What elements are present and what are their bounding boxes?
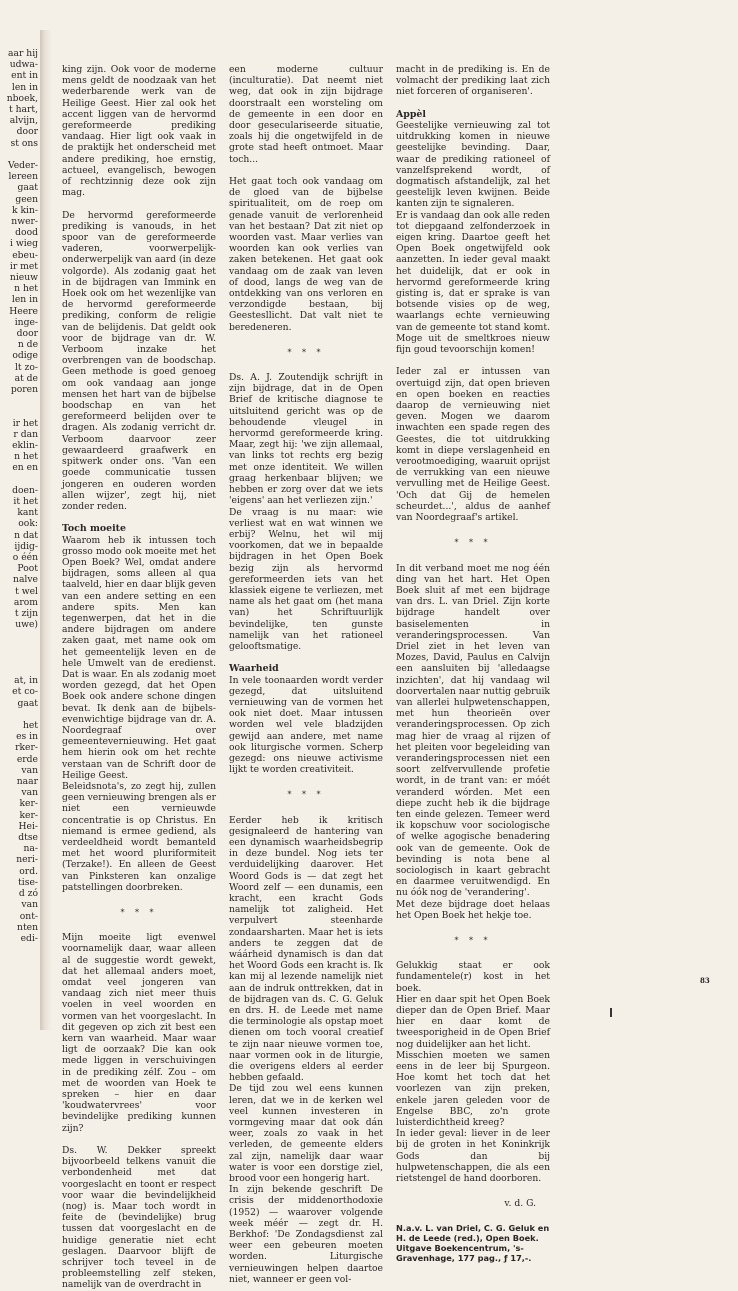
facing-page-line: arom [13,596,38,608]
facing-page-line: door [16,328,38,340]
facing-page-line: van [21,787,38,799]
paragraph: In vele toonaarden wordt verder gezegd, dat uitsluitend vernieuwing van de vormen het ook niet doet. Maar intussen worden wel vele bladzijden gewijd aan andere, met name ook liturgische vormen. Scherp gezegd: ons nieuwe activisme lijkt te worden creativiteit. [229,674,383,776]
facing-page-line: n de [17,339,38,351]
section-divider: * * * [454,936,492,945]
facing-page-line [0,653,40,664]
facing-page-line: eklin- [12,440,38,452]
facing-page-line: uwe) [15,619,38,631]
paragraph: Ds. W. Dekker spreekt bijvoorbeeld telkens vanuit die verbondenheid met dat voorgeslacht en toont er respect voor waar die bevindelijkheid (nog) is. Maar toch wordt in feite de (bevindelijke) brug tussen dat voorgeslacht en de huidige generatie niet echt geslagen. Daarvoor blijft de schrijver toch teveel in de probleemstelling zelf steken, namelijk van de overdracht in [62,1145,216,1291]
facing-page-line: van [21,899,38,911]
paragraph: een moderne cultuur (inculturatie). Dat neemt niet weg, dat ook in zijn bijdrage doorstraalt een worsteling om de gemeente in een door en door geseculariseerde situatie, zoals hij die ongetwijfeld in de grote stad heeft ontmoet. Maar toch... [229,64,383,165]
facing-page-line: ook: [18,518,38,530]
facing-page-line: st ons [10,137,38,149]
column-3 [396,64,550,1263]
facing-page-line: alvijn, [9,115,38,127]
facing-page-line: nalve [13,574,38,586]
facing-page-line: door [16,126,38,138]
facing-page-line: nten [17,921,38,933]
facing-page-line: lt zo- [14,361,38,373]
section-divider: * * * [287,347,325,357]
paragraph: De hervormd gereformeerde prediking is vanouds, in het spoor van de gereformeerde vaderen, voorwerpelijk-onderwerpelijk van aard (in deze volgorde). Als zodanig gaat het in de bijdragen van Immink en Hoek ook om het wezenlijke van de hervormd gereformeerde prediking, conform de religie van de belijdenis. Dat geldt ook voor de bijdrage van dr. W. Verboom inzake het overbrengen van de boodschap. Geen methode is goed genoeg om ook vandaag aan jonge mensen het hart van de bijbelse boodschap en van het gereformeerd belijden over te dragen. Als zodanig verricht dr. Verboom daarvoor zeer gewaardeerd graafwerk en spitwerk onder ons. 'Van een goede communicatie tussen jongeren en ouderen worden allen wijzer', zegt hij, niet zonder reden. [62,209,216,512]
facing-page-line: nboek, [6,92,38,104]
facing-page-line: len in [11,81,38,93]
facing-page-line: nieuw [9,272,38,284]
facing-page-line: edi- [20,932,38,944]
facing-page-line: at de [14,372,38,384]
column-2 [229,64,383,1285]
facing-page-line: n dat [14,529,38,541]
section-divider: * * * [287,790,325,800]
facing-page-line: es in [16,731,38,743]
facing-page-line: t zijn [14,608,38,620]
facing-page-line: aar hij [8,48,38,59]
paragraph: Gelukkig staat er ook fundamentele(r) kost in het boek. [396,960,550,994]
paragraph: In dit verband moet me nog één ding van het hart. Het Open Boek sluit af met een bijdrage van drs. L. van Driel. Zijn korte bijdrage handelt over basiselementen in veranderingsprocessen. Van Driel ziet in het leven van Mozes, David, Paulus en Calvijn een aansluiten bij 'alledaagse inzichten', dat hij vandaag wil doorvertalen naar nuttig gebruik van allerlei hulpwetenschappen, met hun theorieën over veranderingsprocessen. Op zich mag hier de vraag al rijzen of het pleiten voor begeleiding van veranderingsprocessen niet een soort zelfvervullende profetie wordt, in de trant van: er móét veranderd wórden. Met een diepe zucht heb ik die bijdrage ten einde gelezen. Temeer werd ik kopschuw voor sociologische of welke agogische benadering ook van de gemeente. Ook de bevinding is nota bene al sociologisch in kaart gebracht en daarmee veruitwendigd. En nu óók nog de 'verandering'. [396,562,550,899]
facing-page-line: ker- [19,809,38,821]
facing-page-line: ir met [9,260,38,272]
facing-page-line: erde [16,753,38,765]
facing-page-line: nwer- [11,216,38,228]
facing-page-line: len in [11,294,38,306]
paragraph: Ds. A. J. Zoutendijk schrijft in zijn bijdrage, dat in de Open Brief de kritische diagnose te uitsluitend gericht was op de behoudende vleugel in hervormd gereformeerde kring. Maar, zegt hij: 'we zijn allemaal, van links tot rechts erg bezig met onze identiteit. We willen graag herkenbaar blijven; we hebben er zorg over dat we iets 'eigens' aan het verliezen zijn.' [229,372,383,507]
facing-page-line [0,664,40,675]
facing-page-line: Heere [9,305,38,317]
facing-page-line: naar [16,776,38,788]
facing-page-line: ont- [19,910,38,922]
author-signature: v. d. G. [504,1198,536,1210]
paragraph: Waarom heb ik intussen toch grosso modo ook moeite met het Open Boek? Wel, omdat andere bijdragen, soms alleen al qua taalveld, hier en daar blijk geven van een andere setting en een andere spits. Men kan tegenwerpen, dat het in die andere bijdragen om andere zaken gaat, met name ook om het gemeentelijk leven en de hele Umwelt van de eredienst. Dat is waar. En als zodanig moet worden gezegd, dat het Open Boek ook andere schone dingen bevat. Ik denk aan de bijbels-evenwichtige bijdrage van dr. A. Noordegraaf over gemeentevernieuwing. Het gaat hem hierin ook om het rechte verstaan van de Schrift door de Heilige Geest. [62,534,216,781]
facing-page-line: ir het [12,417,38,429]
paragraph: Er is vandaag dan ook alle reden tot diepgaand zelfonderzoek in eigen kring. Daartoe geeft het Open Boek ongetwijfeld ook aanzetten. In ieder geval maakt het duidelijk, dat er ook in hervormd gereformeerde kring gisting is, dat er sprake is van botsende visies op de weg, waarlangs echte vernieuwing van de gemeente tot stand komt. Moge uit de smeltkroes nieuw fijn goud tevoorschijn komen! [396,209,550,356]
facing-page-line: k kin- [11,204,38,216]
facing-page-line: geen [15,193,38,205]
facing-page-line: dtse [18,832,38,844]
facing-page-line: gaat [17,697,38,709]
section-heading: Appèl [396,108,426,120]
section-heading: Toch moeite [62,523,126,535]
paragraph: Geestelijke vernieuwing zal tot uitdrukking komen in nieuwe geestelijke bevinding. Daar, waar de prediking rationeel of vanzelfsprekend wordt, of dogmatisch afstandelijk, zal het geestelijk leven kwijnen. Beide kanten zijn te signaleren. [396,120,550,210]
facing-page-line: o één [12,552,38,564]
facing-page-line: ebeu- [12,249,38,261]
paragraph: Mijn moeite ligt evenwel voornamelijk daar, waar alleen al de suggestie wordt gewekt, dat het allemaal anders moet, omdat veel jongeren van vandaag zich niet meer thuis voelen in veel woorden en vormen van het voorgeslacht. In dit gegeven op zich zit best een kern van waarheid. Maar waar ligt de oorzaak? Die kan ook mede liggen in verschuivingen in de prediking zélf. Zou – om met de woorden van Hoek te spreken – hier en daar 'koudwatervrees' voor bevindelijke prediking kunnen zijn? [62,932,216,1134]
paragraph: Hier en daar spit het Open Boek dieper dan de Open Brief. Maar hier en daar komt de tweesporigheid in de Open Brief nog duidelijker aan het licht. [396,993,550,1050]
facing-page-line [0,709,40,720]
column-1 [62,64,216,1291]
facing-page-line: rker- [15,742,38,754]
paragraph: Met deze bijdrage doet helaas het Open Boek het hekje toe. [396,898,550,921]
facing-page-line: udwa- [9,59,38,71]
facing-page-line: it het [13,496,38,508]
paragraph: macht in de prediking is. En de volmacht der prediking laat zich niet forceren of organiseren'. [396,64,550,98]
facing-page-line: et co- [12,686,38,698]
facing-page-line: d zó [18,888,38,900]
facing-page-line: dood [15,227,38,239]
facing-page-line: na- [23,843,38,855]
facing-page-edge [0,48,40,1033]
facing-page-line [0,149,40,160]
facing-page-line: kant [17,507,38,519]
facing-page-line [0,406,40,417]
facing-page-line [0,642,40,653]
facing-page-line: het [22,720,38,732]
facing-page-line [0,395,40,406]
facing-page-line: tise- [18,876,38,888]
paragraph: In ieder geval: liever in de leer bij de groten in het Koninkrijk Gods dan bij hulpwetenschappen, die als een rietstengel de hand doorboren. [396,1128,550,1185]
section-heading: Waarheid [229,663,279,675]
facing-page-line: n het [14,451,38,463]
facing-page-line: Veder- [7,160,38,172]
facing-page-line [0,474,40,485]
facing-page-line: ijdig- [14,540,38,552]
paragraph: Ieder zal er intussen van overtuigd zijn, dat open brieven en open boeken en reacties daarop de vernieuwing niet geven. Mogen we daarom inwachten een spade regen des Geestes, die tot uitdrukking komt in diepe verslagenheid en verootmoediging, waaruit oprijst de verrukking van een nieuwe vervulling met de Heilige Geest. 'Och dat Gij de hemelen scheurdet...', aldus de aanhef van Noordegraaf's artikel. [396,366,550,524]
facing-page-line: i wieg [10,238,38,250]
page-gutter [40,30,52,1030]
facing-page-line: n het [14,283,38,295]
facing-page-line: en en [12,462,38,474]
paragraph: Misschien moeten we samen eens in de leer bij Spurgeon. Hoe komt het toch dat het voorlezen van zijn preken, enkele jaren geleden voor de Engelse BBC, zo'n grote luisterdichtheid kreeg? [396,1049,550,1129]
page-number: 83 [700,976,710,985]
facing-page-line: at, in [14,675,38,687]
section-divider: * * * [120,908,158,917]
paragraph: De tijd zou wel eens kunnen leren, dat we in de kerken wel veel kunnen investeren in vormgeving maar dat ook dán weer, zoals zo vaak in het verleden, de gemeente elders zal zijn, namelijk daar waar water is voor een dorstige ziel, brood voor een hongerig hart. [229,1083,383,1185]
facing-page-line: ent in [11,70,38,82]
facing-page-line: t hart, [8,104,38,116]
paragraph: Het gaat toch ook vandaag om de gloed van de bijbelse spiritualiteit, om de roep om genade vanuit de verlorenheid van het bestaan? Dat zit niet op woorden vast. Maar verlies van woorden kan ook verlies van zaken betekenen. Het gaat ook vandaag om de zaak van leven of dood, langs de weg van de ontdekking van ons verloren en verzondigde bestaan, bij Geestesllicht. Dat valt niet te beredeneren. [229,176,383,333]
facing-page-line: gaat [17,182,38,194]
paragraph: king zijn. Ook voor de moderne mens geldt de noodzaak van het wederbarende werk van de Heilige Geest. Hier zal ook het accent liggen van de hervormd gereformeerde prediking vandaag. Hier ligt ook vaak in de praktijk het onderscheid met andere prediking, hoe ernstig, actueel, evangelisch, bewogen of rechtzinnig deze ook zijn mag. [62,64,216,199]
paragraph: De vraag is nu maar: wie verliest wat en wat winnen we erbij? Welnu, het wil mij voorkomen, dat we in bepaalde bijdragen in het Open Boek bezig zijn als hervormd gereformeerden iets van het klassiek eigene te verliezen, met name als het gaat om (het mana van) het Schriftuurlijk bevindelijke, ten gunste namelijk van het rationeel gelooftsmatige. [229,506,383,652]
facing-page-line: van [21,764,38,776]
facing-page-line: r dan [13,428,38,440]
facing-page-line: inge- [14,316,38,328]
facing-page-line: doen- [12,484,38,496]
facing-page-line: poren [10,384,38,396]
facing-page-line: lereen [8,171,38,183]
facing-page-line [0,631,40,642]
facing-page-line: t wel [15,585,38,597]
paragraph: In zijn bekende geschrift De crisis der middenorthodoxie (1952) — waarover volgende week méér — zegt dr. H. Berkhof: 'De Zondagsdienst zal weer een gebeuren moeten worden. Liturgische vernieuwingen helpen daartoe niet, wanneer er geen vol- [229,1184,383,1285]
paragraph: Beleidsnota's, zo zegt hij, zullen geen vernieuwing brengen als er niet een vernieuwde concentratie is op Christus. En niemand is ermee gediend, als verdeeldheid wordt bemanteld met het woord pluriformiteit (Terzake!). En alleen de Geest van Pinksteren kan onzalige patstellingen doorbreken. [62,780,217,893]
facing-page-line: Hei- [18,820,38,832]
book-credit: N.a.v. L. van Driel, C. G. Geluk en H. de Leede (red.), Open Boek. Uitgave Boekencentrum, 's-Gravenhage, 177 pag., ƒ 17,-. [396,1223,550,1264]
facing-page-line: Poot [17,563,38,575]
paragraph: Eerder heb ik kritisch gesignaleerd de hantering van een dynamisch waarheidsbegrip in deze bundel. Nog iets ter verduidelijking daarover. Het Woord Gods is — dat zegt het Woord zelf — een dunamis, een kracht, een kracht Gods namelijk tot zaligheid. Het verpulvert steenharde zondaarsharten. Maar het is iets anders te zeggen dat de wáárheid dynamisch is dan dat het Woord Gods een kracht is. Ik kan mij al lezende namelijk niet aan de indruk onttrekken, dat in de bijdragen van ds. C. G. Geluk en drs. H. de Leede met name die terminologie als opstap moet dienen om toch vooral creatief te zijn naar nieuwe vormen toe, naar vormen ook in de liturgie, die overigens elders al eerder hebben gefaald. [229,814,383,1084]
facing-page-line: neri- [16,854,38,866]
section-divider: * * * [454,538,492,548]
facing-page-line: ker- [19,798,38,810]
facing-page-line: ord. [19,865,38,877]
print-mark [610,1008,612,1017]
facing-page-line: odige [12,350,38,362]
